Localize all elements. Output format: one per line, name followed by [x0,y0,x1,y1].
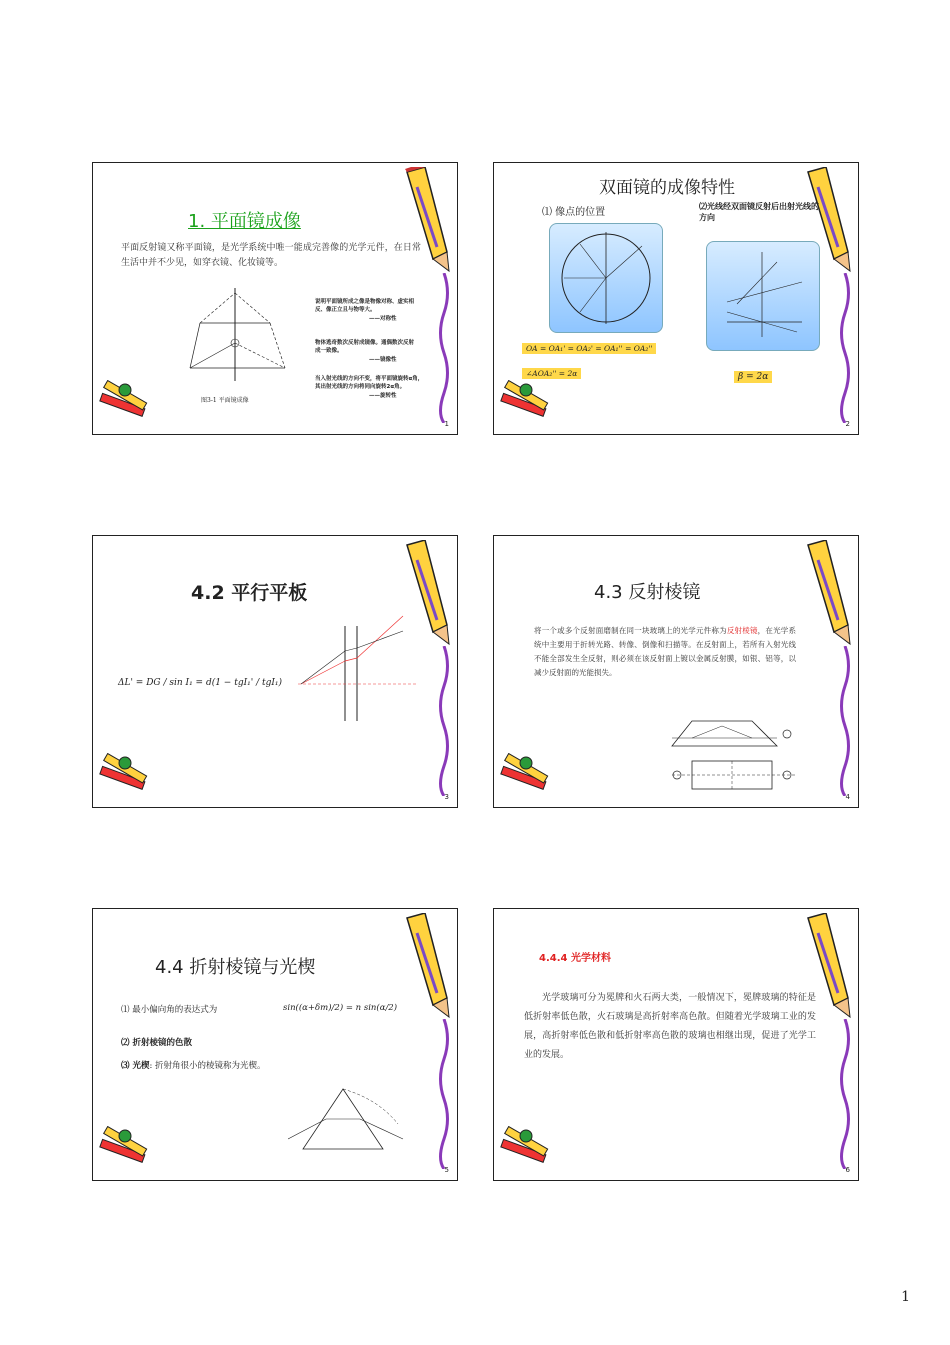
slide-2 [493,162,859,435]
subtitle-ray-direction: ⑵光线经双面镜反射后出射光线的方向 [699,202,819,222]
figure-caption: 图3-1 平面镜成像 [201,397,249,404]
wedge-text: : 折射角很小的棱镜称为光楔。 [149,1061,266,1071]
note-rotation: 当入射光线的方向不变，将平面镜旋转α角，其出射光线的方向将同向旋转2α角。 [315,376,424,390]
formula-beta: β = 2α [734,371,772,383]
body-part-a: 将一个或多个反射面磨制在同一块玻璃上的光学元件称为 [534,626,727,635]
pencils-bundle-icon [496,1126,556,1176]
slide-4-title: 4.3 反射棱镜 [594,582,701,603]
parallel-plate-diagram [293,606,423,726]
min-deviation-formula: sin((α+δm)/2) = n sin(α/2) [283,1003,398,1013]
slide-number: 3 [444,793,449,801]
note-symmetry: 说明平面镜所成之像是物像对称、虚实相反、像正立且与物等大。 [315,299,415,313]
ray-diagram-panel [706,241,820,351]
slide-number: 2 [845,420,850,428]
refracting-prism-diagram [288,1084,413,1159]
subtitle-image-point: ⑴ 像点的位置 [542,207,606,218]
purple-wave-decoration [838,1019,852,1169]
slide-5-title: 4.4 折射棱镜与光楔 [155,957,316,978]
item-wedge [121,1059,266,1071]
slide-4-body [534,624,796,680]
body-part-b: ，在光学系统中主要用于折转光路、转像、倒像和扫描等。在反射面上，若所有入射光线不能全部发生全反射，则必须在该反射面上镀以金属反射膜，如银、铝等，以减少反射面的光能损失。 [534,626,797,677]
slide-6-body: 光学玻璃可分为冕牌和火石两大类，一般情况下，冕牌玻璃的特征是低折射率低色散，火石玻璃是高折射率高色散。但随着光学玻璃工业的发展，高折射率低色散和低折射率高色散的玻璃也相继出现，促进了光学工业的发展。 [524,993,816,1060]
purple-wave-decoration [838,273,852,423]
pencil-icon [798,540,854,650]
purple-wave-decoration [437,1019,451,1169]
slide-number: 5 [444,1166,449,1174]
note-mirror-image-tag: ——镜像性 [369,357,397,363]
slide-2-title: 双面镜的成像特性 [599,178,735,198]
note-mirror-image: 物体逃奇数次反射成镜像。通偶数次反射成一致像。 [315,340,415,354]
purple-wave-decoration [437,273,451,423]
slide-number: 4 [845,793,850,801]
circle-diagram-panel [549,223,663,333]
note-rotation-tag: ——旋转性 [369,393,397,399]
slide-5 [92,908,458,1181]
parallel-plate-formula: ΔL' = DG / sin I₁ = d(1 − tgI₁' / tgI₁) [118,678,283,688]
slide-4 [493,535,859,808]
slide-3 [92,535,458,808]
note-symmetry-tag: ——对称性 [369,316,397,322]
slide-1-body: 平面反射镜又称平面镜，是光学系统中唯一能成完善像的光学元件，在日常生活中并不少见，如穿衣镜、化妆镜等。 [121,243,421,268]
pencil-icon [397,913,453,1023]
slide-number: 6 [845,1166,850,1174]
pencils-bundle-icon [496,753,556,803]
formula-angle: ∠AOA₂'' = 2α [522,368,581,379]
pencils-bundle-icon [95,1126,155,1176]
slide-1 [92,162,458,435]
page-number: 1 [901,1289,910,1305]
slide-1-title: 1. 平面镜成像 [188,211,301,232]
plane-mirror-diagram [175,283,305,383]
formula-radius-equality: OA = OA₁' = OA₂' = OA₁'' = OA₂'' [522,343,656,354]
purple-wave-decoration [437,646,451,796]
wedge-label: ⑶ 光楔 [121,1061,150,1071]
pencils-bundle-icon [95,753,155,803]
item-dispersion: ⑵ 折射棱镜的色散 [121,1038,192,1048]
pencils-bundle-icon [496,380,556,430]
slide-6-title: 4.4.4 光学材料 [539,953,611,964]
item-min-deviation: ⑴ 最小偏向角的表达式为 [121,1005,218,1015]
pencils-bundle-icon [95,380,155,430]
reflecting-prism-diagram [662,716,812,796]
slide-6 [493,908,859,1181]
slide-number: 1 [444,420,449,428]
body-red-term: 反射棱镜 [726,626,758,635]
purple-wave-decoration [838,646,852,796]
slide-3-title: 4.2 平行平板 [191,582,308,604]
